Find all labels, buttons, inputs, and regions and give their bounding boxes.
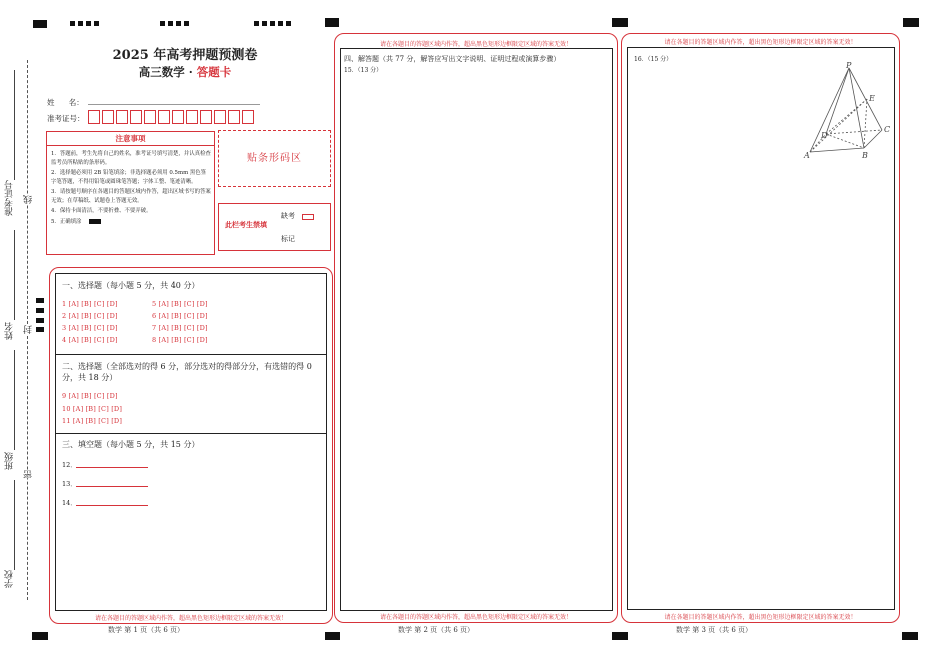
section-fill-blank xyxy=(55,433,327,611)
section2-title-line2: 分，共 18 分） xyxy=(62,373,118,382)
name-label: 姓 名： xyxy=(47,98,84,107)
question-option-row[interactable]: 5 [A] [B] [C] [D] xyxy=(152,300,208,308)
registration-mark xyxy=(902,632,918,640)
registration-mark xyxy=(903,18,919,27)
warning-note: 请在各题目的答题区域内作答，超出黑色矩形边框限定区域的答案无效！ xyxy=(379,614,572,621)
blank-label: 14． xyxy=(62,499,77,507)
vertex-label-c: C xyxy=(884,125,891,134)
page-footer: 数学 第 3 页（共 6 页） xyxy=(676,626,753,634)
notice-item-fill-example xyxy=(51,218,211,227)
name-field[interactable] xyxy=(88,104,260,105)
section-free-response[interactable] xyxy=(340,48,613,611)
question-16-label: 16．（15 分） xyxy=(634,56,673,63)
question-option-row[interactable]: 10 [A] [B] [C] [D] xyxy=(62,405,123,413)
barcode-area xyxy=(218,130,331,187)
page-title: 2025 年高考押题预测卷 xyxy=(112,48,258,63)
registration-mark xyxy=(325,18,339,27)
vertex-label-a: A xyxy=(804,151,810,160)
binding-line xyxy=(14,230,15,320)
side-label-line: 线 xyxy=(24,195,34,204)
question-option-row[interactable]: 1 [A] [B] [C] [D] xyxy=(62,300,118,308)
binding-line xyxy=(14,480,15,570)
registration-mark xyxy=(325,632,340,640)
blank-label: 12． xyxy=(62,461,77,469)
registration-mark xyxy=(33,20,47,28)
absent-checkbox[interactable] xyxy=(302,214,314,220)
notice-box xyxy=(46,131,215,255)
question-option-row[interactable]: 6 [A] [B] [C] [D] xyxy=(152,312,208,320)
question-15-label: 15．（13 分） xyxy=(344,67,383,74)
section2-title-line1: 二、选择题（全部选对的得 6 分，部分选对的得部分分，有选错的得 0 xyxy=(62,362,312,371)
warning-note: 请在各题目的答题区域内作答，超出黑色矩形边框限定区域的答案无效！ xyxy=(664,39,857,46)
question-option-row[interactable]: 9 [A] [B] [C] [D] xyxy=(62,392,118,400)
vertex-label-p: P xyxy=(846,62,852,70)
registration-mark xyxy=(32,632,48,640)
question-option-row[interactable]: 8 [A] [B] [C] [D] xyxy=(152,336,208,344)
barcode-label: 贴条形码区 xyxy=(247,153,302,164)
warning-note: 请在各题目的答题区域内作答，超出黑色矩形边框限定区域的答案无效！ xyxy=(379,41,572,48)
blank-label: 13． xyxy=(62,480,77,488)
binding-line xyxy=(14,70,15,180)
page-footer: 数学 第 2 页（共 6 页） xyxy=(398,626,475,634)
notice-item: 2．选择题必须用 2B 铅笔填涂；非选择题必须用 0.5mm 黑色签字笔答题，不得用铅笔或圆珠笔答题；字体工整、笔迹清晰。 xyxy=(51,170,207,185)
side-label-secret: 密 xyxy=(24,470,34,479)
filled-bubble-example xyxy=(89,219,101,224)
subject-line xyxy=(105,64,265,80)
question-option-row[interactable]: 7 [A] [B] [C] [D] xyxy=(152,324,208,332)
section3-title: 三、填空题（每小题 5 分，共 15 分） xyxy=(62,440,200,449)
warning-note: 请在各题目的答题区域内作答，超出黑色矩形边框限定区域的答案无效！ xyxy=(94,615,287,622)
section-multiple-choice xyxy=(55,273,327,355)
section4-title: 四、解答题（共 77 分，解答应写出文字说明、证明过程或演算步骤） xyxy=(344,55,561,63)
side-label-id: 准考证号 xyxy=(5,180,15,216)
side-label-class: 班级 xyxy=(5,452,15,470)
absent-box xyxy=(218,203,331,251)
registration-mark xyxy=(612,632,628,640)
subject-label: 高三数学 · xyxy=(138,65,197,79)
blank-answer-line[interactable] xyxy=(76,505,148,506)
pyramid-figure xyxy=(800,62,892,162)
binding-line xyxy=(14,350,15,450)
question-option-row[interactable]: 11 [A] [B] [C] [D] xyxy=(62,417,123,425)
side-label-seal: 封 xyxy=(24,325,34,334)
question-option-row[interactable]: 4 [A] [B] [C] [D] xyxy=(62,336,118,344)
section-multi-select xyxy=(55,354,327,434)
blank-answer-line[interactable] xyxy=(76,486,148,487)
question-option-row[interactable]: 2 [A] [B] [C] [D] xyxy=(62,312,118,320)
absent-mark-bottom: 标记 xyxy=(281,235,295,243)
blank-answer-line[interactable] xyxy=(76,467,148,468)
absent-label: 此栏考生禁填 xyxy=(225,220,267,229)
notice-item: 1．答题前，考生先将自己的姓名，准考证号填写清楚，并认真检查监考员所粘贴的条形码。 xyxy=(51,151,211,166)
vertex-label-d: D xyxy=(821,131,828,140)
registration-mark xyxy=(612,18,628,27)
notice-item: 4．保持卡面清洁，不要折叠、不要弄破。 xyxy=(51,208,152,214)
id-label: 准考证号： xyxy=(47,114,85,123)
section1-title: 一、选择题（每小题 5 分，共 40 分） xyxy=(62,281,200,290)
question-option-row[interactable]: 3 [A] [B] [C] [D] xyxy=(62,324,118,332)
side-label-school: 学校 xyxy=(5,570,15,588)
warning-note: 请在各题目的答题区域内作答，超出黑色矩形边框限定区域的答案无效！ xyxy=(664,614,857,621)
notice-title: 注意事项 xyxy=(47,132,214,146)
notice-item: 3．请按题号顺序在各题目的答题区域内作答，超出区域书写的答案无效；在草稿纸、试题卷上答题无效。 xyxy=(51,189,211,204)
absent-mark-top: 缺考 xyxy=(281,212,295,220)
vertex-label-b: B xyxy=(862,151,868,160)
page-footer: 数学 第 1 页（共 6 页） xyxy=(108,626,185,634)
vertex-label-e: E xyxy=(869,94,875,103)
side-label-name: 姓名 xyxy=(5,322,15,340)
notice-item: 5．正确填涂 xyxy=(51,219,82,225)
answer-card-label: 答题卡 xyxy=(196,65,232,79)
